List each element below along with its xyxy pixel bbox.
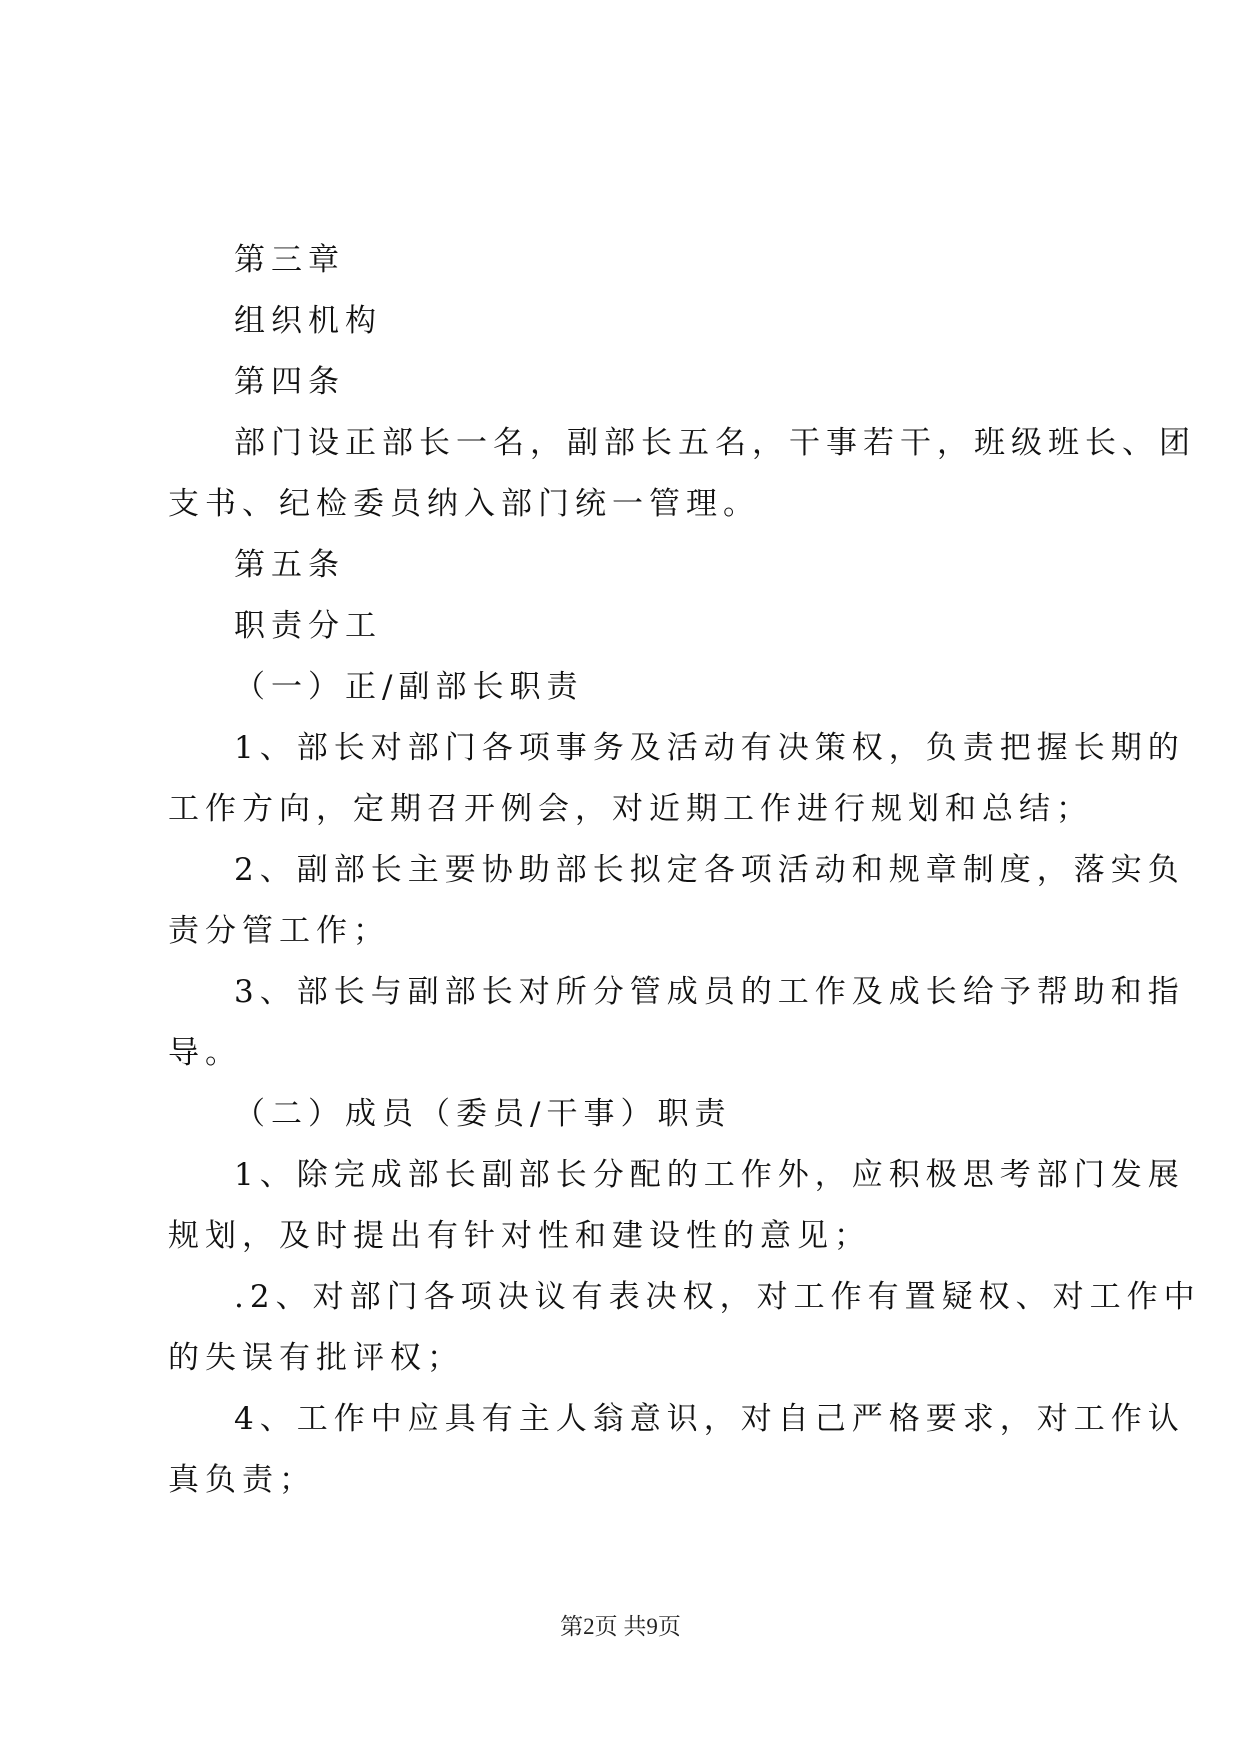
subsection-heading-1: （一）正/副部长职责 <box>234 669 584 705</box>
section-title: 职责分工 <box>234 608 382 644</box>
article-heading-4: 第四条 <box>234 364 345 400</box>
list-item-line: 导。 <box>168 1035 242 1071</box>
list-item-line: 责分管工作； <box>168 913 390 949</box>
list-item-line: 的失误有批评权； <box>168 1340 464 1376</box>
list-item-line: 4、工作中应具有主人翁意识，对自己严格要求，对工作认 <box>234 1401 1185 1437</box>
list-item-line: 3、部长与副部长对所分管成员的工作及成长给予帮助和指 <box>234 974 1185 1010</box>
list-item-line: 1、除完成部长副部长分配的工作外，应积极思考部门发展 <box>234 1157 1185 1193</box>
list-item-line: 2、副部长主要协助部长拟定各项活动和规章制度，落实负 <box>234 852 1185 888</box>
list-item-line: 规划，及时提出有针对性和建设性的意见； <box>168 1218 871 1254</box>
paragraph-line: 支书、纪检委员纳入部门统一管理。 <box>168 486 760 522</box>
paragraph-line: 部门设正部长一名，副部长五名，干事若干，班级班长、团 <box>234 425 1196 461</box>
subsection-heading-2: （二）成员（委员/干事）职责 <box>234 1096 732 1132</box>
chapter-title: 组织机构 <box>234 303 382 339</box>
article-heading-5: 第五条 <box>234 547 345 583</box>
page-footer: 第2页 共9页 <box>560 1614 681 1639</box>
document-body <box>168 230 1201 1511</box>
list-item-line: .2、对部门各项决议有表决权，对工作有置疑权、对工作中 <box>234 1279 1201 1315</box>
chapter-heading: 第三章 <box>234 242 345 278</box>
list-item-line: 工作方向，定期召开例会，对近期工作进行规划和总结； <box>168 791 1093 827</box>
list-item-line: 1、部长对部门各项事务及活动有决策权，负责把握长期的 <box>234 730 1185 766</box>
list-item-line: 真负责； <box>168 1462 316 1498</box>
